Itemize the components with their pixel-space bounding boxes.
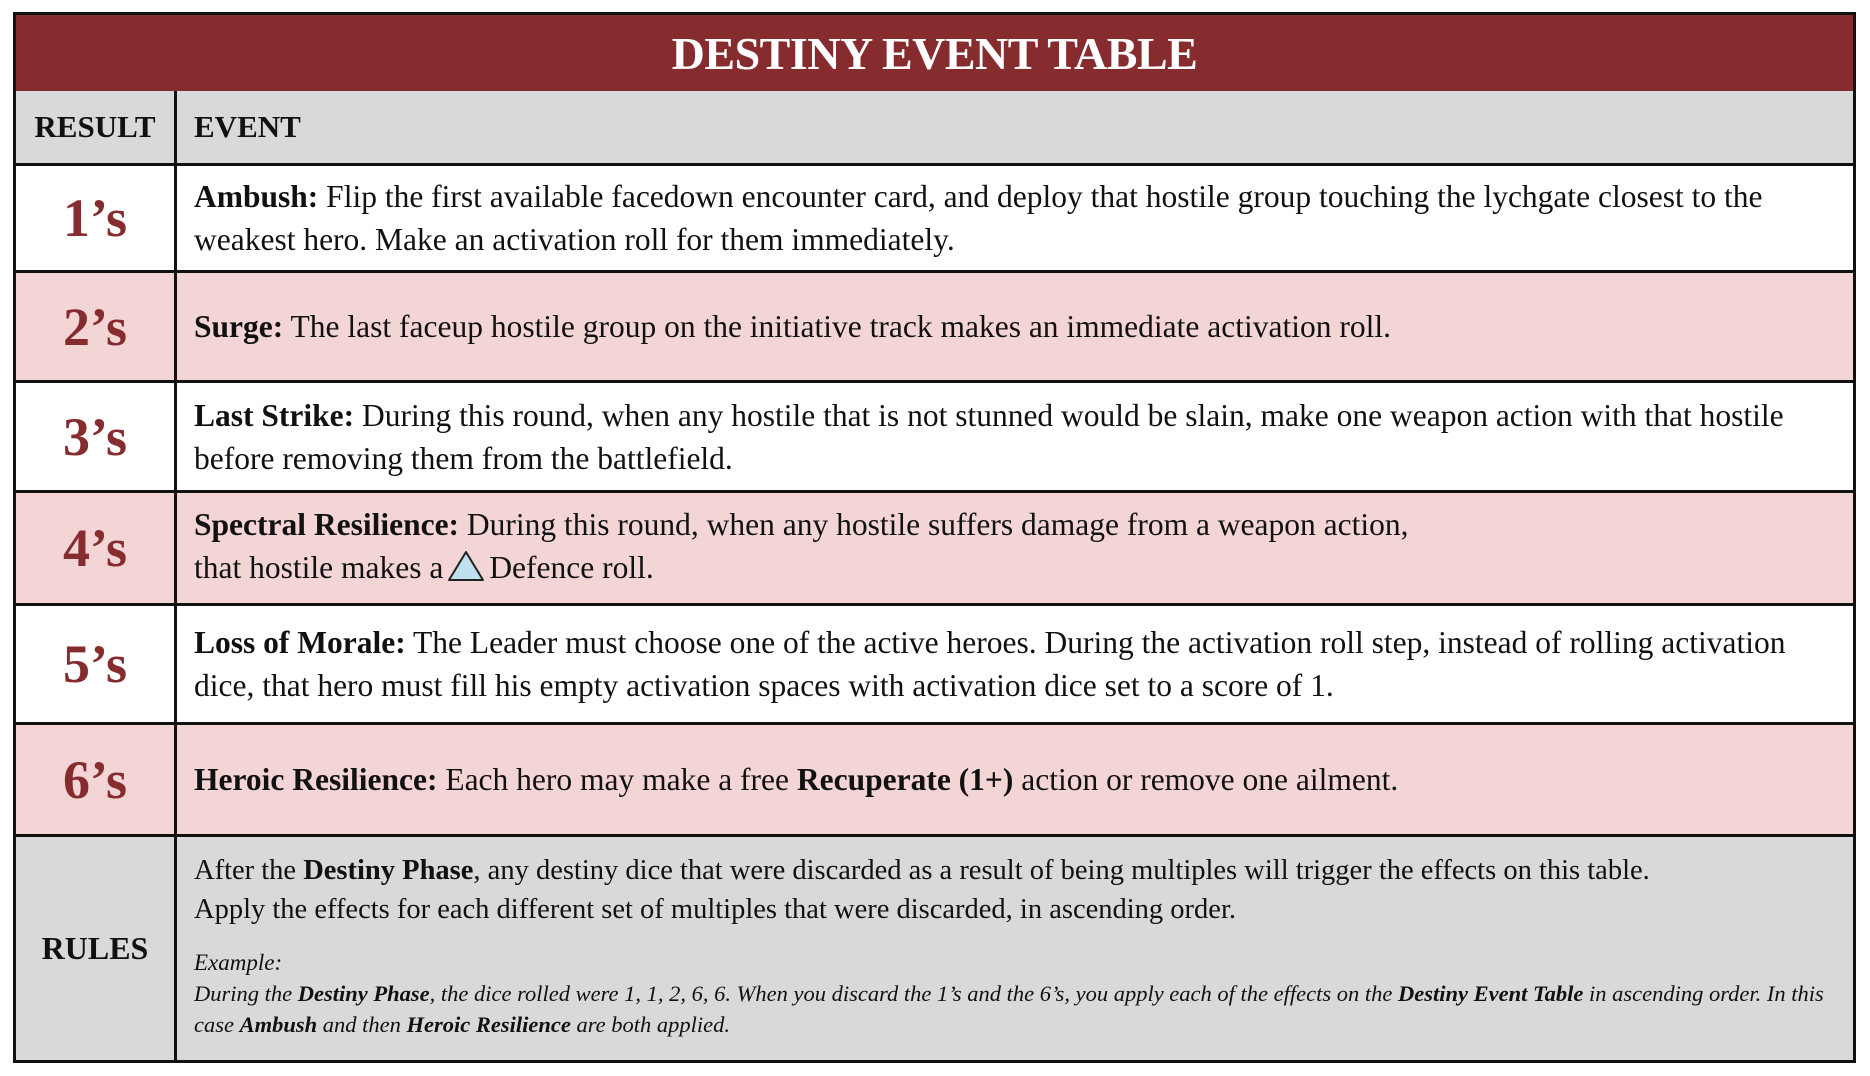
result-cell [16, 725, 177, 834]
event-description: Heroic Resilience: Each hero may make a free Recuperate (1+) action or remove one ailment. [194, 762, 1399, 797]
event-name: Heroic Resilience: [194, 762, 438, 797]
result-value: 1’s [63, 188, 127, 248]
event-cell [177, 725, 1853, 834]
table-row-3 [16, 383, 1853, 493]
event-description-line2: that hostile makes a Defence roll. [194, 546, 1829, 593]
event-name: Last Strike: [194, 397, 355, 433]
table-row-5 [16, 606, 1853, 725]
table-row-2 [16, 273, 1853, 383]
rules-text-line2: Apply the effects for each different set of multiples that were discarded, in ascending order. [194, 894, 1236, 925]
triangle-defence-die-icon [447, 550, 485, 593]
rules-row [16, 837, 1853, 1060]
event-cell [177, 273, 1853, 380]
event-description: Surge: The last faceup hostile group on the initiative track makes an immediate activation roll. [194, 309, 1391, 344]
event-name: Surge: [194, 309, 284, 344]
action-name: Recuperate (1+) [796, 762, 1014, 797]
event-description: Loss of Morale: The Leader must choose one of the active heroes. During the activation roll step, instead of rolling activation dice, that hero must fill his empty activation spaces with activation dice set to a score of 1. [194, 625, 1786, 703]
destiny-event-table [13, 12, 1856, 1063]
table-row-1 [16, 166, 1853, 273]
column-header-event-label: EVENT [194, 109, 301, 144]
rules-label: RULES [41, 930, 149, 966]
event-name: Ambush: [194, 179, 319, 214]
result-value: 4’s [63, 518, 127, 578]
event-description: Last Strike: During this round, when any hostile that is not stunned would be slain, make one weapon action with that hostile before removing them from the battlefield. [194, 397, 1784, 476]
event-cell [177, 606, 1853, 722]
result-cell [16, 383, 177, 490]
rules-label-cell [16, 837, 177, 1060]
event-description: Ambush: Flip the first available facedown encounter card, and deploy that hostile group touching the lychgate closest to the weakest hero. Make an activation roll for them immediately. [194, 179, 1763, 257]
column-header-result: RESULT [16, 91, 177, 163]
table-title: DESTINY EVENT TABLE [671, 27, 1198, 79]
result-value: 6’s [63, 749, 127, 810]
result-cell [16, 606, 177, 722]
table-row-6 [16, 725, 1853, 837]
result-value: 2’s [63, 296, 127, 357]
column-header-row [16, 91, 1853, 166]
event-cell [177, 383, 1853, 490]
rules-text: After the Destiny Phase, any destiny dice that were discarded as a result of being multiples will trigger the effects on this table. [194, 855, 1650, 886]
result-cell [16, 273, 177, 380]
event-cell [177, 493, 1853, 603]
event-cell [177, 166, 1853, 270]
event-name: Spectral Resilience: [194, 507, 460, 542]
event-description: Spectral Resilience: During this round, when any hostile suffers damage from a weapon action, [194, 507, 1409, 542]
result-cell [16, 493, 177, 603]
example-text: During the Destiny Phase, the dice rolled were 1, 1, 2, 6, 6. When you discard the 1’s and the 6’s, you apply each of the effects on the Destiny Event Table in ascending order. In this case Ambush and then Heroic Resilience are both applied. [194, 981, 1824, 1037]
table-title-bar [16, 15, 1853, 94]
column-header-event [177, 91, 1853, 163]
result-value: 5’s [63, 634, 127, 694]
result-value: 3’s [63, 406, 127, 467]
table-row-4 [16, 493, 1853, 606]
example-label: Example: [194, 950, 283, 975]
result-cell [16, 166, 177, 270]
event-name: Loss of Morale: [194, 625, 406, 660]
rules-content-cell [177, 837, 1853, 1060]
